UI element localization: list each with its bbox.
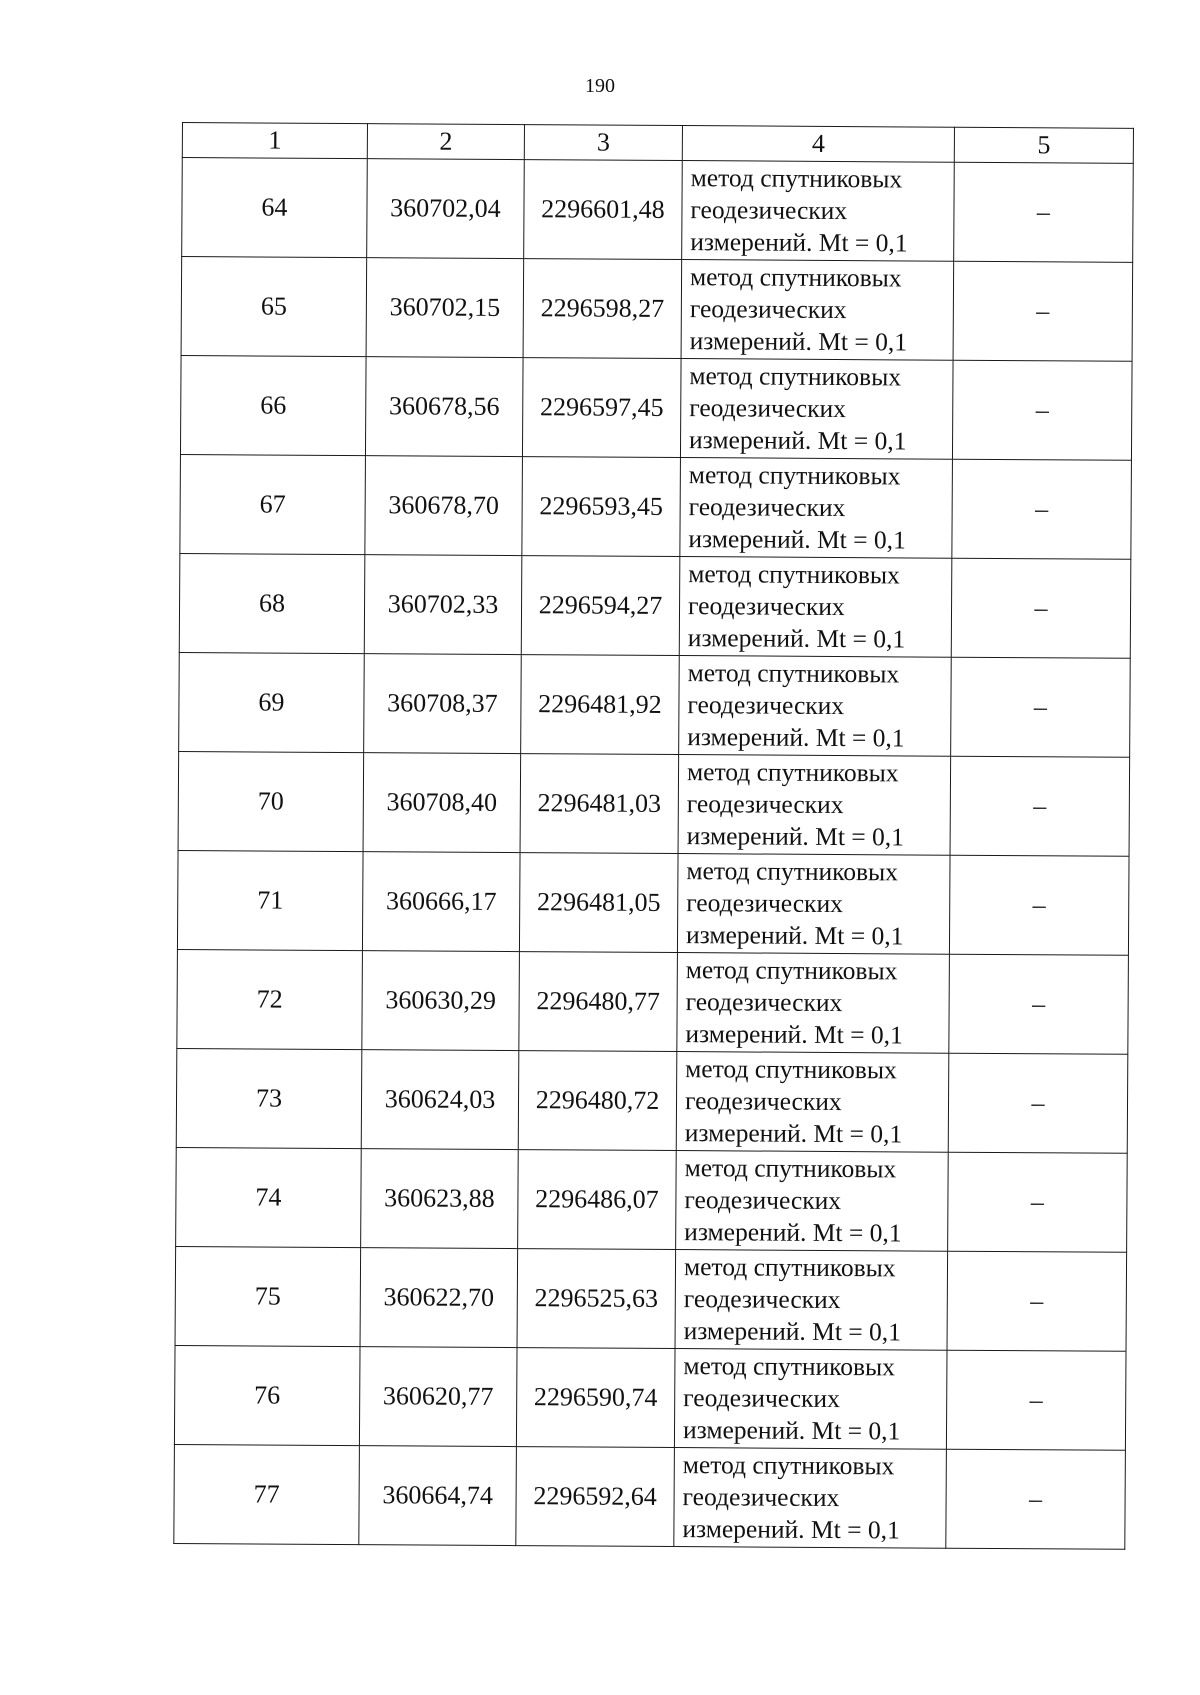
table-row <box>179 652 1131 757</box>
method-text-line-1: метод спутниковых <box>686 856 899 887</box>
point-number-cell: 76 <box>174 1345 360 1445</box>
x-coordinate-cell: 360630,29 <box>362 951 520 1051</box>
table-row <box>181 257 1133 362</box>
x-coordinate-cell: 360702,15 <box>366 258 524 358</box>
point-number-cell: 68 <box>179 553 365 653</box>
method-text-line-2: геодезических <box>687 690 845 721</box>
method-text-line-1: метод спутниковых <box>688 559 900 590</box>
note-cell: – <box>952 459 1132 559</box>
table-row <box>182 158 1134 263</box>
y-coordinate-cell: 2296481,92 <box>521 655 680 755</box>
method-cell <box>679 656 952 757</box>
x-coordinate-cell: 360702,04 <box>367 159 525 259</box>
method-text-line-3: измерений. Mt = 0,1 <box>682 1514 900 1545</box>
y-coordinate-cell: 2296597,45 <box>522 358 681 458</box>
note-cell: – <box>947 1251 1127 1351</box>
method-cell <box>674 1349 947 1450</box>
method-text-line-2: геодезических <box>690 195 848 226</box>
method-text-line-1: метод спутниковых <box>685 955 898 986</box>
note-cell: – <box>946 1449 1126 1549</box>
y-coordinate-cell: 2296590,74 <box>516 1348 675 1448</box>
method-text-line-1: метод спутниковых <box>687 658 900 689</box>
page-number: 190 <box>585 75 615 97</box>
y-coordinate-cell: 2296480,77 <box>519 952 678 1052</box>
method-cell <box>679 557 952 658</box>
table-row <box>174 1345 1126 1450</box>
y-coordinate-cell: 2296593,45 <box>522 457 681 557</box>
method-text-line-2: геодезических <box>683 1383 840 1414</box>
note-cell: – <box>948 1152 1128 1252</box>
point-number-cell: 73 <box>176 1048 362 1148</box>
y-coordinate-cell: 2296486,07 <box>518 1150 677 1250</box>
method-text-line-3: измерений. Mt = 0,1 <box>682 1415 901 1446</box>
method-text-line-1: метод спутниковых <box>682 1450 895 1481</box>
y-coordinate-cell: 2296592,64 <box>516 1447 675 1547</box>
note-cell: – <box>952 360 1132 460</box>
method-text-line-2: геодезических <box>683 1284 841 1315</box>
method-cell <box>680 458 953 559</box>
point-number-cell: 64 <box>182 158 368 258</box>
method-text-line-1: метод спутниковых <box>684 1153 897 1184</box>
method-cell <box>675 1250 948 1351</box>
column-header-2: 2 <box>367 124 524 160</box>
point-number-cell: 70 <box>178 751 364 851</box>
point-number-cell: 72 <box>177 949 363 1049</box>
method-text-line-2: геодезических <box>684 1185 842 1216</box>
point-number-cell: 74 <box>176 1147 362 1247</box>
x-coordinate-cell: 360664,74 <box>359 1446 517 1546</box>
method-text-line-1: метод спутниковых <box>688 460 901 491</box>
method-text-line-3: измерений. Mt = 0,1 <box>683 1316 902 1347</box>
method-text-line-1: метод спутниковых <box>686 757 899 788</box>
method-cell <box>678 755 951 856</box>
method-cell <box>682 161 955 262</box>
note-cell: – <box>949 855 1129 955</box>
column-header-1: 1 <box>182 123 367 159</box>
x-coordinate-cell: 360666,17 <box>362 852 520 952</box>
x-coordinate-cell: 360702,33 <box>364 555 522 655</box>
table-row <box>180 454 1132 559</box>
method-text-line-3: измерений. Mt = 0,1 <box>687 722 905 753</box>
method-text-line-2: геодезических <box>689 393 847 424</box>
table-row <box>175 1246 1127 1351</box>
method-cell <box>676 1052 949 1153</box>
method-text-line-2: геодезических <box>682 1482 840 1513</box>
table-row <box>174 1444 1126 1549</box>
column-header-3: 3 <box>524 125 682 161</box>
column-header-4: 4 <box>682 126 954 163</box>
method-text-line-1: метод спутниковых <box>690 163 903 194</box>
method-text-line-3: измерений. Mt = 0,1 <box>688 425 907 456</box>
method-text-line-2: геодезических <box>685 987 843 1018</box>
x-coordinate-cell: 360622,70 <box>360 1248 518 1348</box>
point-number-cell: 65 <box>181 257 367 357</box>
x-coordinate-cell: 360624,03 <box>361 1050 519 1150</box>
point-number-cell: 69 <box>179 652 365 752</box>
method-text-line-2: геодезических <box>689 294 847 325</box>
method-cell <box>677 953 950 1054</box>
table-body <box>174 123 1134 1550</box>
y-coordinate-cell: 2296594,27 <box>521 556 680 656</box>
note-cell: – <box>950 756 1130 856</box>
method-text-line-2: геодезических <box>686 888 843 919</box>
table-row <box>179 553 1131 658</box>
method-text-line-1: метод спутниковых <box>689 361 902 392</box>
table-row <box>178 751 1130 856</box>
method-text-line-2: геодезических <box>684 1086 842 1117</box>
note-cell: – <box>951 657 1131 757</box>
method-text-line-2: геодезических <box>688 492 846 523</box>
method-text-line-3: измерений. Mt = 0,1 <box>690 227 908 258</box>
method-text-line-3: измерений. Mt = 0,1 <box>687 623 906 654</box>
point-number-cell: 77 <box>174 1444 360 1544</box>
method-text-line-1: метод спутниковых <box>689 262 902 293</box>
method-text-line-3: измерений. Mt = 0,1 <box>684 1118 903 1149</box>
y-coordinate-cell: 2296525,63 <box>517 1249 676 1349</box>
note-cell: – <box>949 954 1129 1054</box>
point-number-cell: 75 <box>175 1246 361 1346</box>
y-coordinate-cell: 2296480,72 <box>518 1051 677 1151</box>
method-text-line-2: геодезических <box>687 591 845 622</box>
table-row <box>176 1147 1128 1252</box>
method-text-line-3: измерений. Mt = 0,1 <box>688 524 906 555</box>
point-number-cell: 71 <box>177 850 363 950</box>
column-header-5: 5 <box>954 127 1133 163</box>
note-cell: – <box>953 261 1133 361</box>
y-coordinate-cell: 2296481,05 <box>519 853 678 953</box>
method-text-line-3: измерений. Mt = 0,1 <box>684 1217 902 1248</box>
method-text-line-3: измерений. Mt = 0,1 <box>689 326 908 357</box>
table-row <box>177 850 1129 955</box>
y-coordinate-cell: 2296601,48 <box>524 160 683 260</box>
note-cell: – <box>948 1053 1128 1153</box>
table-row <box>180 355 1132 460</box>
method-text-line-2: геодезических <box>686 789 844 820</box>
method-cell <box>674 1448 947 1549</box>
method-text-line-1: метод спутниковых <box>683 1351 896 1382</box>
table-row <box>177 949 1129 1054</box>
method-text-line-3: измерений. Mt = 0,1 <box>685 1019 903 1050</box>
y-coordinate-cell: 2296481,03 <box>520 754 679 854</box>
note-cell: – <box>951 558 1131 658</box>
x-coordinate-cell: 360620,77 <box>359 1347 517 1447</box>
method-text-line-1: метод спутниковых <box>685 1054 897 1085</box>
coordinates-table <box>173 122 1134 1550</box>
y-coordinate-cell: 2296598,27 <box>523 259 682 359</box>
method-text-line-3: измерений. Mt = 0,1 <box>686 821 905 852</box>
table-row <box>176 1048 1128 1153</box>
method-text-line-1: метод спутниковых <box>683 1252 896 1283</box>
method-cell <box>676 1151 949 1252</box>
x-coordinate-cell: 360708,40 <box>363 753 521 853</box>
method-cell <box>677 854 950 955</box>
method-cell <box>680 359 953 460</box>
header-row <box>182 123 1133 164</box>
method-cell <box>681 260 954 361</box>
x-coordinate-cell: 360623,88 <box>361 1149 519 1249</box>
x-coordinate-cell: 360678,70 <box>365 456 523 556</box>
method-text-line-3: измерений. Mt = 0,1 <box>685 920 904 951</box>
note-cell: – <box>946 1350 1126 1450</box>
point-number-cell: 66 <box>180 355 366 455</box>
x-coordinate-cell: 360708,37 <box>364 654 522 754</box>
note-cell: – <box>954 162 1134 262</box>
x-coordinate-cell: 360678,56 <box>365 357 523 457</box>
point-number-cell: 67 <box>180 454 366 554</box>
